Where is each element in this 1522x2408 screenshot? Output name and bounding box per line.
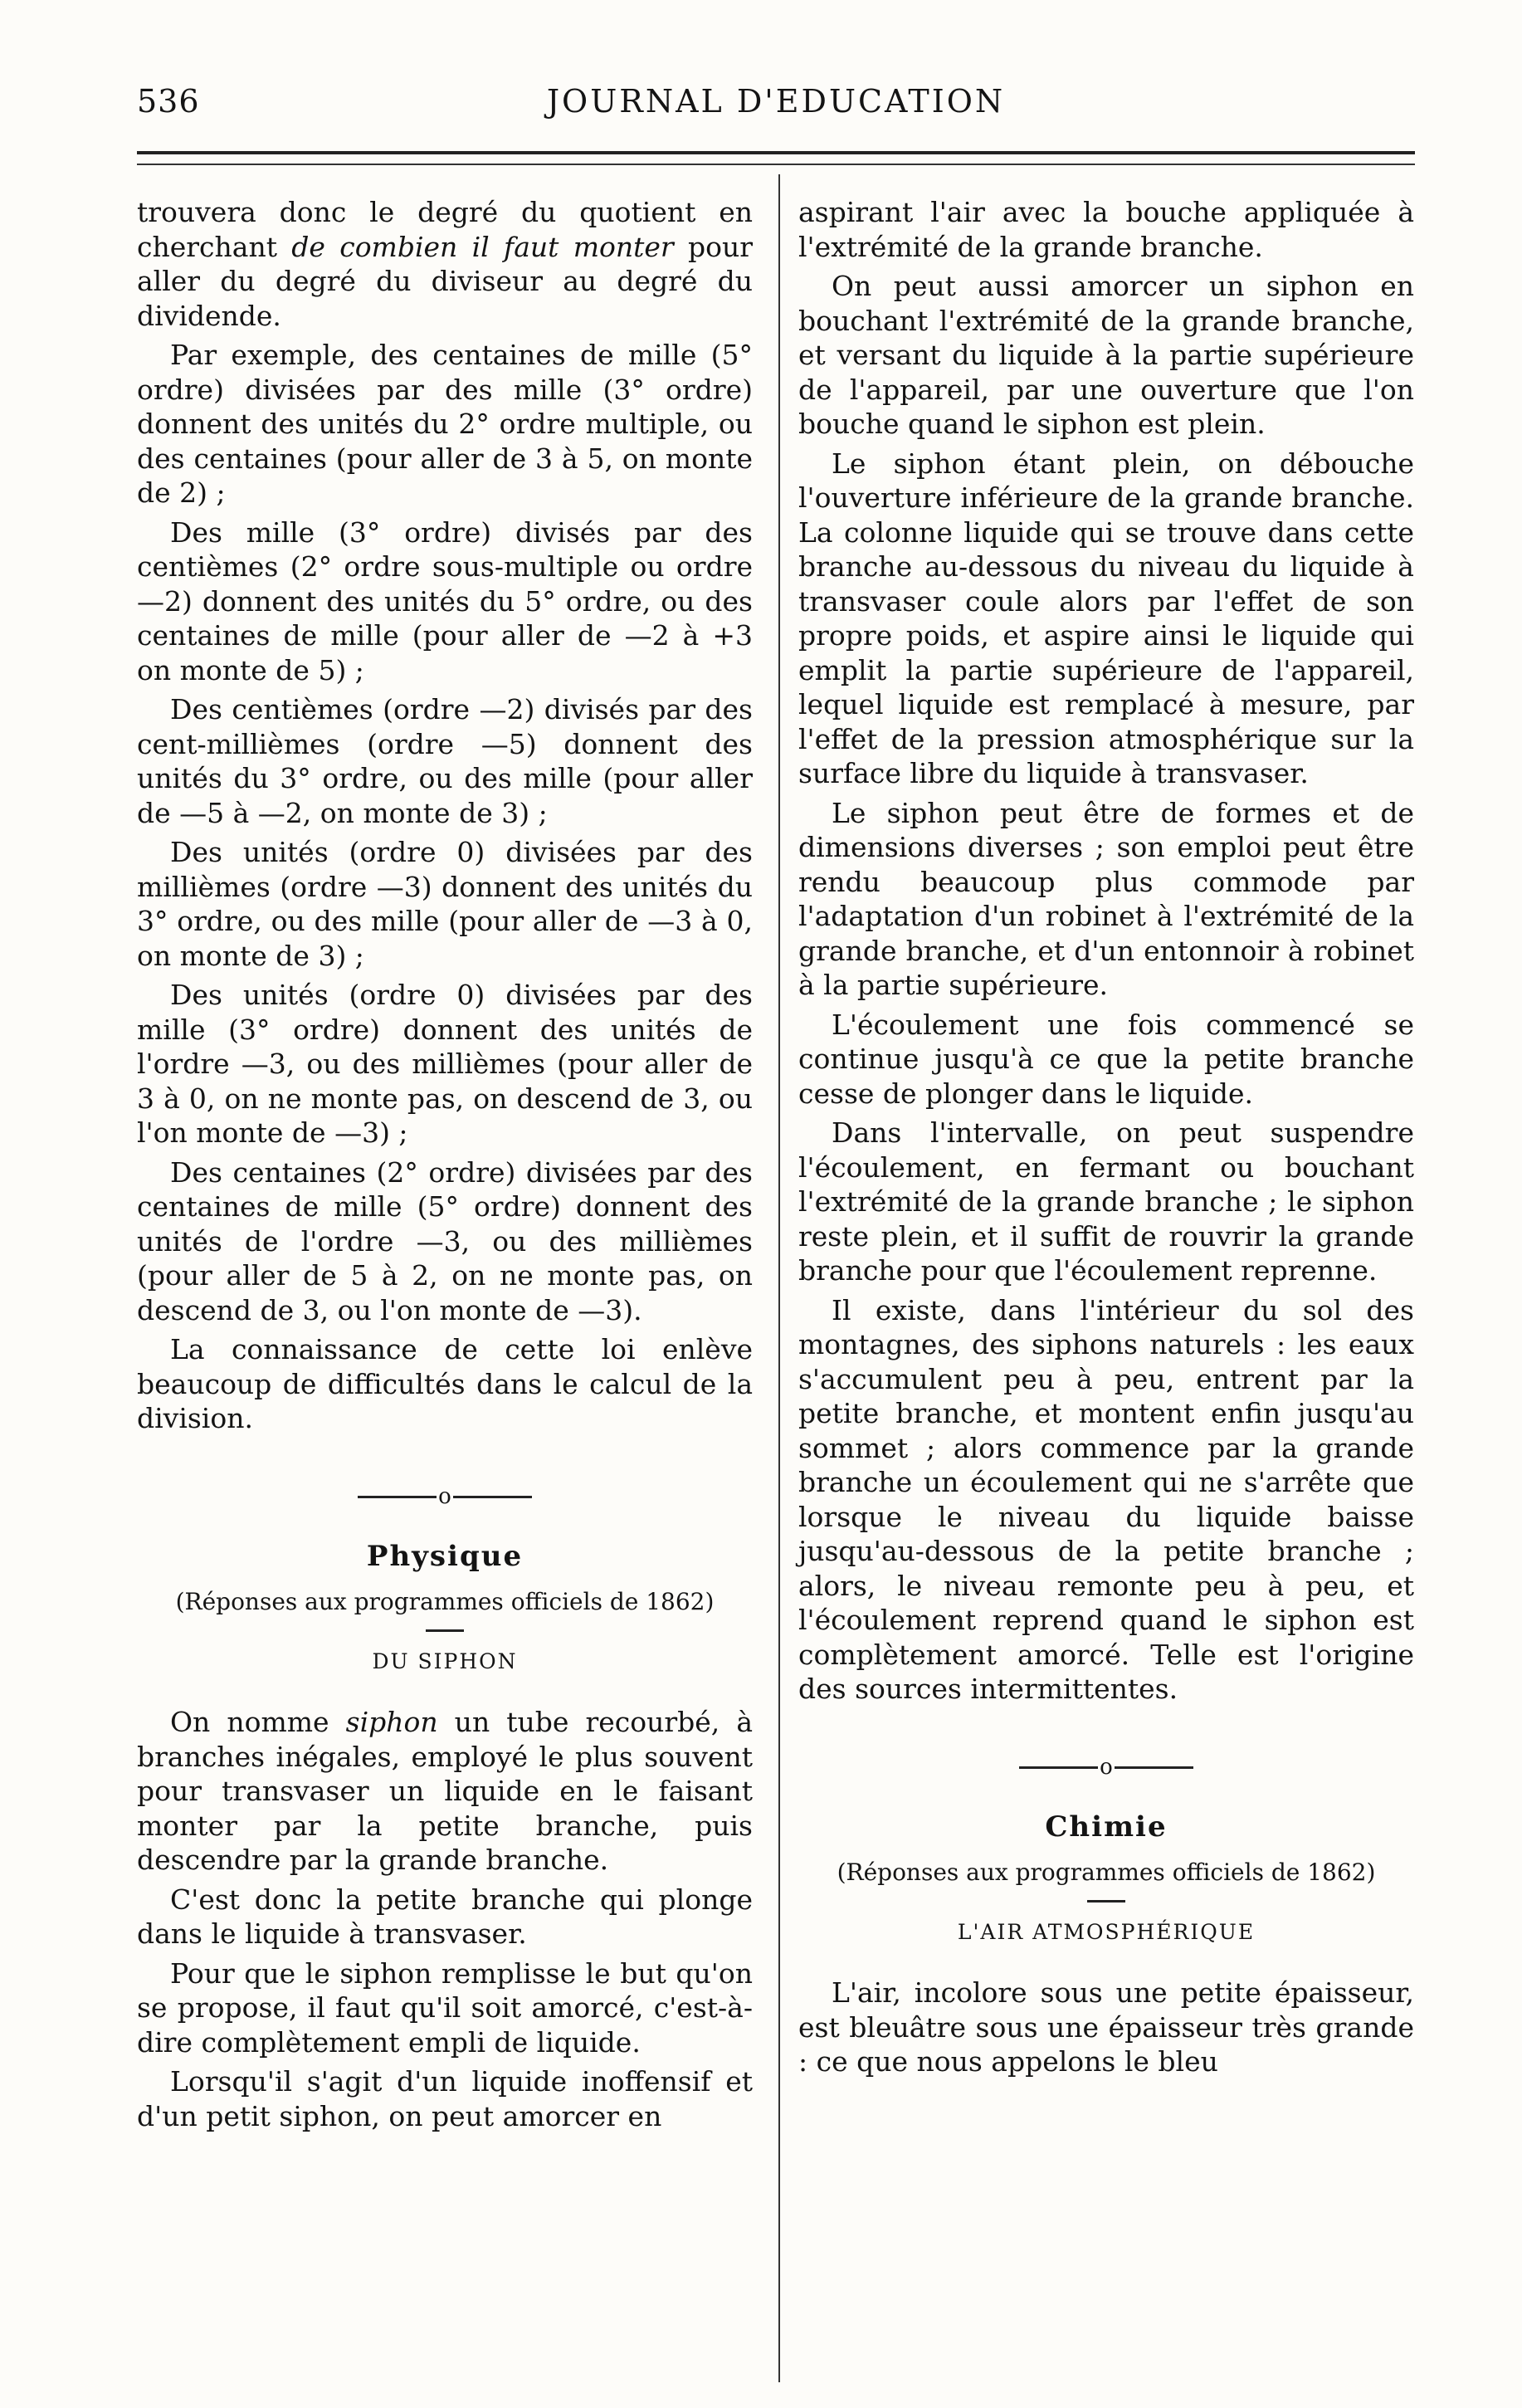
section-subtitle: (Réponses aux programmes officiels de 1862)	[175, 1588, 715, 1615]
paragraph: Pour que le siphon remplisse le but qu'on se propose, il faut qu'il soit amorcé, c'est-à-dire complètement empli de liquide.	[137, 1956, 753, 2059]
short-rule	[1087, 1900, 1125, 1902]
running-title: JOURNAL D'EDUCATION	[546, 83, 1006, 120]
section-subtitle: (Réponses aux programmes officiels de 1862)	[837, 1859, 1376, 1886]
paragraph: Par exemple, des centaines de mille (5° ordre) divisées par des mille (3° ordre) donnent des unités du 2° ordre multiple, ou des centaines (pour aller de 3 à 5, on monte de 2) ;	[137, 339, 753, 509]
paragraph: Des centaines (2° ordre) divisées par des centaines de mille (5° ordre) donnent des unités de l'ordre —3, ou des millièmes (pour aller de 5 à 2, on ne monte pas, on descend de 3, ou l'on monte de —3).	[137, 1155, 753, 1326]
paragraph: On peut aussi amorcer un siphon en bouchant l'extrémité de la grande branche, et versant du liquide à la partie supérieure de l'appareil, par une ouverture que l'on bouche quand le siphon est plein.	[798, 270, 1414, 440]
header-rule-thick	[137, 151, 1415, 154]
right-column	[798, 195, 1414, 2084]
paragraph: On nomme siphon un tube recourbé, à branches inégales, employé le plus souvent pour transvaser un liquide en le faisant monter par la petite branche, puis descendre par la grande branche.	[137, 1706, 753, 1876]
paragraph: L'écoulement une fois commencé se continue jusqu'à ce que la petite branche cesse de plonger dans le liquide.	[798, 1008, 1414, 1110]
paragraph: Le siphon étant plein, on débouche l'ouverture inférieure de la grande branche. La colonne liquide qui se trouve dans cette branche au-dessous du niveau du liquide à transvaser coule alors par l'effet de son propre poids, et aspire ainsi le liquide qui emplit la partie supérieure de l'appareil, lequel liquide est remplacé à mesure, par l'effet de la pression atmosphérique sur la surface libre du liquide à transvaser.	[798, 447, 1414, 789]
left-column	[137, 195, 753, 2138]
paragraph: Dans l'intervalle, on peut suspendre l'écoulement, en fermant ou bouchant l'extrémité de la grande branche ; le siphon reste plein, et il suffit de rouvrir la grande branche pour que l'écoulement reprenne.	[798, 1116, 1414, 1287]
paragraph: Lorsqu'il s'agit d'un liquide inoffensif et d'un petit siphon, on peut amorcer en	[137, 2065, 753, 2132]
paragraph: Il existe, dans l'intérieur du sol des montagnes, des siphons naturels : les eaux s'accumulent peu à peu, entrent par la petite branche, et montent enfin jusqu'au sommet ; alors commence par la grande branche un écoulement qui ne s'arrête que lorsque le niveau du liquide baisse jusqu'au-dessous de la petite branche ; alors, le niveau remonte peu à peu, et l'écoulement reprend quand le siphon est complètement amorcé. Telle est l'origine des sources intermittentes.	[798, 1293, 1414, 1705]
paragraph: Des unités (ordre 0) divisées par des mille (3° ordre) donnent des unités de l'ordre —3, ou des millièmes (pour aller de 3 à 0, on ne monte pas, on descend de 3, ou l'on monte de —3) ;	[137, 979, 753, 1149]
topic-title: DU SIPHON	[372, 1649, 518, 1673]
section-title-chimie: Chimie	[1045, 1810, 1168, 1844]
section-divider: o	[798, 1750, 1414, 1785]
section-title-physique: Physique	[366, 1540, 524, 1573]
paragraph: aspirant l'air avec la bouche appliquée à l'extrémité de la grande branche.	[798, 196, 1414, 263]
italic-term: siphon	[345, 1706, 438, 1738]
section-divider: o	[137, 1479, 753, 1514]
paragraph: Des unités (ordre 0) divisées par des millièmes (ordre —3) donnent des unités du 3° ordre, ou des mille (pour aller de —3 à 0, on monte de 3) ;	[137, 836, 753, 972]
paragraph: Des mille (3° ordre) divisés par des centièmes (2° ordre sous-multiple ou ordre —2) donnent des unités du 5° ordre, ou des centaines de mille (pour aller de —2 à +3 on monte de 5) ;	[137, 515, 753, 686]
page-number: 536	[137, 83, 200, 120]
column-separator	[778, 174, 780, 2382]
paragraph: trouvera donc le degré du quotient en cherchant de combien il faut monter pour aller du degré du diviseur au degré du dividende.	[137, 196, 753, 332]
paragraph: Des centièmes (ordre —2) divisés par des cent-millièmes (ordre —5) donnent des unités du 3° ordre, ou des mille (pour aller de —5 à —2, on monte de 3) ;	[137, 693, 753, 829]
header-rule-thin	[137, 164, 1415, 165]
italic-phrase: de combien il faut monter	[291, 230, 674, 263]
short-rule	[426, 1629, 464, 1632]
topic-title: L'AIR ATMOSPHÉRIQUE	[957, 1920, 1256, 1944]
page-header	[137, 76, 1415, 126]
paragraph: C'est donc la petite branche qui plonge dans le liquide à transvaser.	[137, 1883, 753, 1950]
paragraph: La connaissance de cette loi enlève beaucoup de difficultés dans le calcul de la division.	[137, 1333, 753, 1434]
paragraph: Le siphon peut être de formes et de dimensions diverses ; son emploi peut être rendu beaucoup plus commode par l'adaptation d'un robinet à l'extrémité de la grande branche, et d'un entonnoir à robinet à la partie supérieure.	[798, 796, 1414, 1001]
paragraph: L'air, incolore sous une petite épaisseur, est bleuâtre sous une épaisseur très grande : ce que nous appelons le bleu	[798, 1976, 1414, 2078]
